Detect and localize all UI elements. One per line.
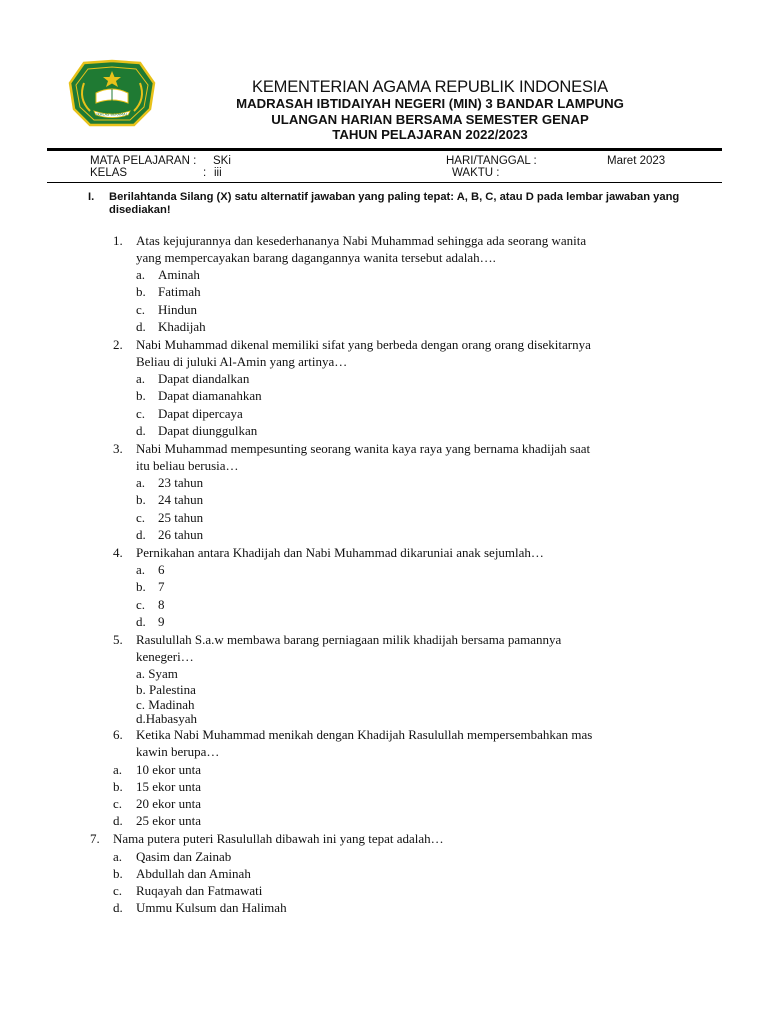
exam-name: ULANGAN HARIAN BERSAMA SEMESTER GENAP [271, 111, 589, 127]
question-text: Nama putera puteri Rasulullah dibawah ini yang tepat adalah… [113, 831, 444, 846]
option-letter: b. [136, 388, 146, 403]
option-text: Dapat dipercaya [158, 406, 243, 421]
question-text: Nabi Muhammad mempesunting seorang wanita kaya raya yang bernama khadijah saat [136, 441, 591, 456]
option-text: a. Syam [136, 666, 178, 681]
option-text: 23 tahun [158, 475, 204, 490]
subject-label: MATA PELAJARAN : [90, 155, 197, 167]
question-text: Ketika Nabi Muhammad menikah dengan Khadijah Rasulullah mempersembahkan mas [136, 727, 593, 742]
option-text: Dapat diamanahkan [158, 388, 262, 403]
option-text: Hindun [158, 302, 197, 317]
option-letter: c. [136, 510, 146, 525]
option-text: 10 ekor unta [136, 762, 201, 777]
option-letter: a. [136, 371, 146, 386]
option-text: 25 ekor unta [136, 813, 201, 828]
question-text: Nabi Muhammad dikenal memiliki sifat yang berbeda dengan orang orang disekitarnya [136, 337, 591, 352]
option-letter: b. [136, 492, 146, 507]
time-label: WAKTU : [452, 167, 500, 179]
option-text: c. Madinah [136, 697, 195, 712]
option-text: 9 [158, 614, 165, 629]
question-text: Pernikahan antara Khadijah dan Nabi Muhammad dikaruniai anak sejumlah… [136, 545, 544, 560]
question-number: 1. [113, 233, 123, 248]
question-number: 5. [113, 632, 123, 647]
document-header [160, 78, 700, 143]
question-text: itu beliau berusia… [136, 458, 239, 473]
option-letter: d. [136, 527, 146, 542]
option-text: 6 [158, 562, 165, 577]
ministry-logo [68, 59, 156, 127]
option-letter: c. [136, 406, 146, 421]
academic-year: TAHUN PELAJARAN 2022/2023 [332, 127, 528, 142]
question-number: 2. [113, 337, 123, 352]
option-text: Abdullah dan Aminah [136, 866, 251, 881]
section-number: I. [88, 191, 95, 203]
option-letter: a. [136, 562, 146, 577]
option-text: Khadijah [158, 319, 206, 334]
question-number: 6. [113, 727, 123, 742]
option-letter: c. [136, 597, 146, 612]
option-letter: c. [113, 796, 123, 811]
option-text: Aminah [158, 267, 200, 282]
day-label: HARI/TANGGAL : [446, 155, 537, 167]
subject-value: SKi [213, 155, 231, 167]
option-text: Fatimah [158, 284, 201, 299]
option-text: 7 [158, 579, 165, 594]
ministry-title: KEMENTERIAN AGAMA REPUBLIK INDONESIA [252, 78, 608, 96]
option-text: d.Habasyah [136, 711, 198, 726]
option-letter: b. [113, 866, 123, 881]
question-text: Rasulullah S.a.w membawa barang perniagaan milik khadijah bersama pamannya [136, 632, 562, 647]
question-text: Beliau di juluki Al-Amin yang artinya… [136, 354, 348, 369]
option-text: b. Palestina [136, 682, 196, 697]
option-letter: a. [136, 267, 146, 282]
school-name: MADRASAH IBTIDAIYAH NEGERI (MIN) 3 BANDAR LAMPUNG [236, 96, 624, 111]
date-value: Maret 2023 [607, 155, 666, 167]
option-text: 20 ekor unta [136, 796, 201, 811]
option-text: 24 tahun [158, 492, 204, 507]
class-label: KELAS [90, 167, 128, 179]
option-text: 8 [158, 597, 165, 612]
option-text: Dapat diunggulkan [158, 423, 258, 438]
header-divider [47, 148, 722, 151]
option-text: 25 tahun [158, 510, 204, 525]
option-letter: b. [136, 579, 146, 594]
question-text: yang mempercayakan barang dagangannya wanita tersebut adalah…. [136, 250, 496, 265]
question-text: Atas kejujurannya dan kesederhananya Nabi Muhammad sehingga ada seorang wanita [136, 233, 587, 248]
question-text: kawin berupa… [136, 744, 220, 759]
option-text: 26 tahun [158, 527, 204, 542]
option-text: 15 ekor unta [136, 779, 201, 794]
option-letter: a. [113, 849, 123, 864]
option-letter: d. [136, 614, 146, 629]
option-letter: b. [136, 284, 146, 299]
option-text: Dapat diandalkan [158, 371, 250, 386]
meta-divider [47, 182, 722, 183]
option-letter: d. [136, 423, 146, 438]
option-letter: d. [136, 319, 146, 334]
option-letter: c. [136, 302, 146, 317]
option-text: Ruqayah dan Fatmawati [136, 883, 263, 898]
option-letter: b. [113, 779, 123, 794]
svg-text:IKHLAS BERAMAL: IKHLAS BERAMAL [96, 112, 128, 117]
option-letter: d. [113, 900, 123, 915]
question-number: 4. [113, 545, 123, 560]
question-text: kenegeri… [136, 649, 194, 664]
option-letter: a. [113, 762, 123, 777]
option-text: Qasim dan Zainab [136, 849, 232, 864]
instruction-text: Berilahtanda Silang (X) satu alternatif jawaban yang paling tepat: A, B, C, atau D pada lembar jawaban yang disediakan! [109, 191, 680, 216]
option-letter: c. [113, 883, 123, 898]
class-value: iii [214, 167, 222, 179]
option-letter: a. [136, 475, 146, 490]
question-number: 7. [90, 831, 100, 846]
question-number: 3. [113, 441, 123, 456]
class-colon: : [203, 167, 207, 179]
option-text: Ummu Kulsum dan Halimah [136, 900, 287, 915]
option-letter: d. [113, 813, 123, 828]
